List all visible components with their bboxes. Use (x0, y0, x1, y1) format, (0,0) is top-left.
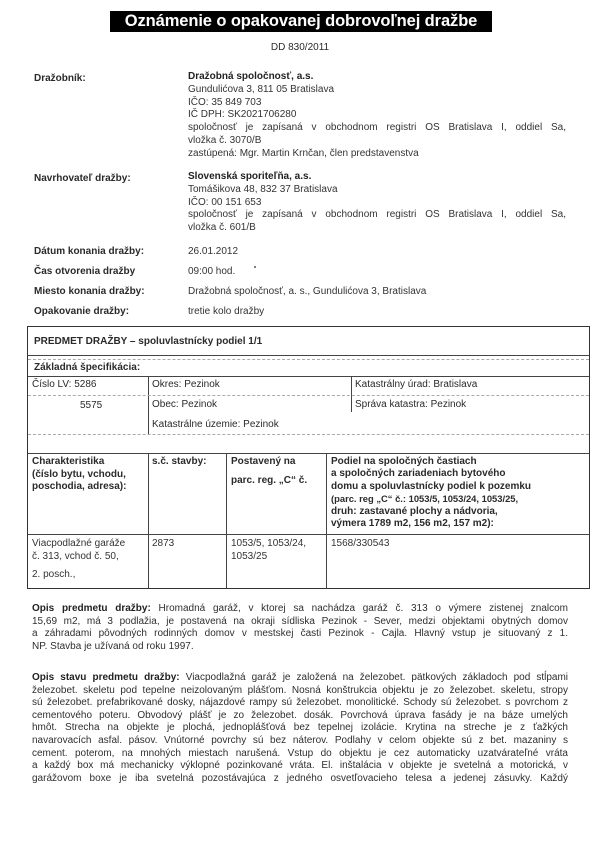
time-label: Čas otvorenia dražby (34, 266, 136, 277)
paragraph-line: Hromadná garáž, v ktorej sa nachádza garáž č. 313 o výmere zistenej znalcom (158, 603, 569, 614)
drazobnik-label: Dražobník: (34, 73, 86, 84)
divider (351, 376, 352, 412)
header-line: parc. reg. „C“ č. (231, 474, 308, 486)
drazobnik-representative: zastúpená: Mgr. Martin Krnčan, člen predstavenstva (188, 147, 419, 159)
okres: Okres: Pezinok (152, 379, 220, 390)
navrhovatel-registry-line2: vložka č. 601/B (188, 222, 256, 234)
divider (28, 534, 589, 535)
divider (28, 434, 589, 435)
katastralny-urad: Katastrálny úrad: Bratislava (355, 379, 478, 390)
drazobnik-registry-line1: spoločnosť je zapísaná v obchodnom registri OS Bratislava I, oddiel Sa, (188, 122, 566, 134)
col-characteristics-header (32, 456, 126, 494)
sprava-katastra: Správa katastra: Pezinok (355, 399, 467, 410)
paragraph-line: navarovacích asfal. pásov. Vnútorné povrchy sú bez náterov. Podlahy v celom objekte sú z bet. mazaniny s (32, 734, 568, 746)
lv-number-second: 5575 (80, 400, 103, 411)
opis-predmetu-paragraph (32, 603, 568, 653)
drazobnik-registry-line2: vložka č. 3070/B (188, 134, 262, 146)
header-line: poschodia, adresa): (32, 481, 127, 493)
navrhovatel-address: Tomášikova 48, 832 37 Bratislava (188, 183, 338, 195)
col-share-header (331, 456, 531, 530)
col-building-number-header: s.č. stavby: (152, 456, 207, 467)
round-value: tretie kolo dražby (188, 306, 265, 317)
place-value: Dražobná spoločnosť, a. s., Gundulićova 3, Bratislava (188, 286, 427, 297)
divider (28, 355, 589, 356)
paragraph-line: 15,69 m2, má 3 podlažia, je postavená na okraji sídliska Pezinok - Sever, medzi objektami obytných domov (32, 615, 568, 627)
divider (28, 376, 589, 377)
paragraph-line: a každý box má mechanicky výklopné pozinkované vráta. El. inštalácia v objekte je svetelná a motorická, v (32, 760, 568, 772)
col-parcel-header (231, 456, 307, 487)
navrhovatel-ico: IČO: 00 151 653 (188, 196, 262, 208)
opis-stavu-label: Opis stavu predmetu dražby: (32, 672, 180, 683)
lv-number: Číslo LV: 5286 (32, 379, 97, 390)
paragraph-line: Viacpodlažná garáž je založená na železobet. pätkových základoch pod stĺpami (185, 672, 568, 683)
header-line: Charakteristika (32, 456, 105, 467)
header-line: Postavený na (231, 456, 296, 467)
table-row-characteristics (32, 538, 125, 582)
header-line: výmera 1789 m2, 156 m2, 157 m2): (331, 518, 494, 530)
place-label: Miesto konania dražby: (34, 286, 145, 297)
katastralne-uzemie: Katastrálne územie: Pezinok (152, 419, 279, 430)
round-label: Opakovanie dražby: (34, 306, 130, 317)
navrhovatel-label: Navrhovateľ dražby: (34, 173, 131, 184)
subject-heading: PREDMET DRAŽBY – spoluvlastnícky podiel 1/1 (34, 336, 263, 347)
row-line: 2. posch., (32, 569, 76, 581)
drazobnik-name: Dražobná spoločnosť, a.s. (188, 71, 314, 82)
row-line: Viacpodlažné garáže (32, 538, 126, 549)
divider (28, 359, 589, 360)
drazobnik-icdph: IČ DPH: SK2021706280 (188, 109, 297, 121)
header-line: Podiel na spoločných častiach (331, 456, 477, 467)
paragraph-line: garážovom boxe je iba svetelná pozostávajúca z jedného osvetľovacieho telesa a jedenej zásuvky. Každý (32, 772, 568, 784)
divider (28, 395, 589, 396)
time-value: 09:00 hod. (188, 266, 236, 277)
header-line: domu a spoluvlastnícky podiel k pozemku (331, 480, 532, 492)
opis-predmetu-label: Opis predmetu dražby: (32, 603, 151, 614)
document-title: Oznámenie o opakovanej dobrovoľnej dražbe (110, 11, 492, 32)
row-line: č. 313, vchod č. 50, (32, 550, 119, 562)
header-line: druh: zastavané plochy a nádvoria, (331, 505, 498, 517)
table-row-share: 1568/330543 (331, 538, 390, 549)
table-row-parcel (231, 538, 306, 563)
subject-table (27, 326, 590, 589)
divider (226, 453, 227, 588)
obec: Obec: Pezinok (152, 399, 218, 410)
paragraph-line: NP. Stavba je užívaná od roku 1997. (32, 640, 194, 652)
paragraph-line: a záhradami pôvodných rodinných domov v mestskej časti Pezinok - Cajla. Hlavný vstup je situovaný z 1. (32, 628, 568, 640)
divider (326, 453, 327, 588)
header-line: (parc. reg „C“ č.: 1053/5, 1053/24, 1053/25, (331, 493, 519, 505)
drazobnik-block (188, 71, 566, 161)
navrhovatel-name: Slovenská sporiteľňa, a.s. (188, 171, 312, 182)
header-line: (číslo bytu, vchodu, (32, 468, 126, 480)
paragraph-line: sú železobet. prefabrikované dosky, nájazdové rampy sú železobet. monolitické. Schody sú železobet. s povrchom z (32, 697, 568, 709)
table-row-building-number: 2873 (152, 538, 175, 549)
drazobnik-address: Gundulićova 3, 811 05 Bratislava (188, 83, 335, 95)
basic-spec-label: Základná špecifikácia: (34, 362, 141, 373)
divider (148, 453, 149, 588)
row-line: 1053/5, 1053/24, (231, 538, 307, 549)
scan-speck (254, 266, 256, 268)
divider (148, 376, 149, 434)
header-line: a spoločných zariadeniach bytového (331, 468, 506, 480)
navrhovatel-block (188, 171, 566, 235)
date-label: Dátum konania dražby: (34, 246, 145, 257)
date-value: 26.01.2012 (188, 246, 239, 257)
paragraph-line: cement. poterom, na mnohých miestach narušená. Vstup do objektu je cez automaticky uzatvárateľné vráta (32, 747, 568, 759)
drazobnik-ico: IČO: 35 849 703 (188, 96, 262, 108)
opis-stavu-paragraph (32, 672, 568, 785)
document-number: DD 830/2011 (270, 42, 330, 53)
navrhovatel-registry-line1: spoločnosť je zapísaná v obchodnom registri OS Bratislava I, oddiel Sa, (188, 209, 566, 221)
row-line: 1053/25 (231, 550, 268, 562)
paragraph-line: železobet. skeletu pod tepelne neizolovaným plášťom. Nosná konštrukcia objektu je zo železobet. skeletu, stropy (32, 684, 568, 696)
divider (28, 453, 589, 454)
paragraph-line: cementového poteru. Obvodový plášť je zo železobet. dosák. Povrchová úprava fasády je na báze umelých (32, 709, 568, 721)
paragraph-line: hmôt. Strecha na objekte je plochá, jednoplášťová bez tepelnej izolácie. Krytina na streche je z ťažkých (32, 722, 568, 734)
